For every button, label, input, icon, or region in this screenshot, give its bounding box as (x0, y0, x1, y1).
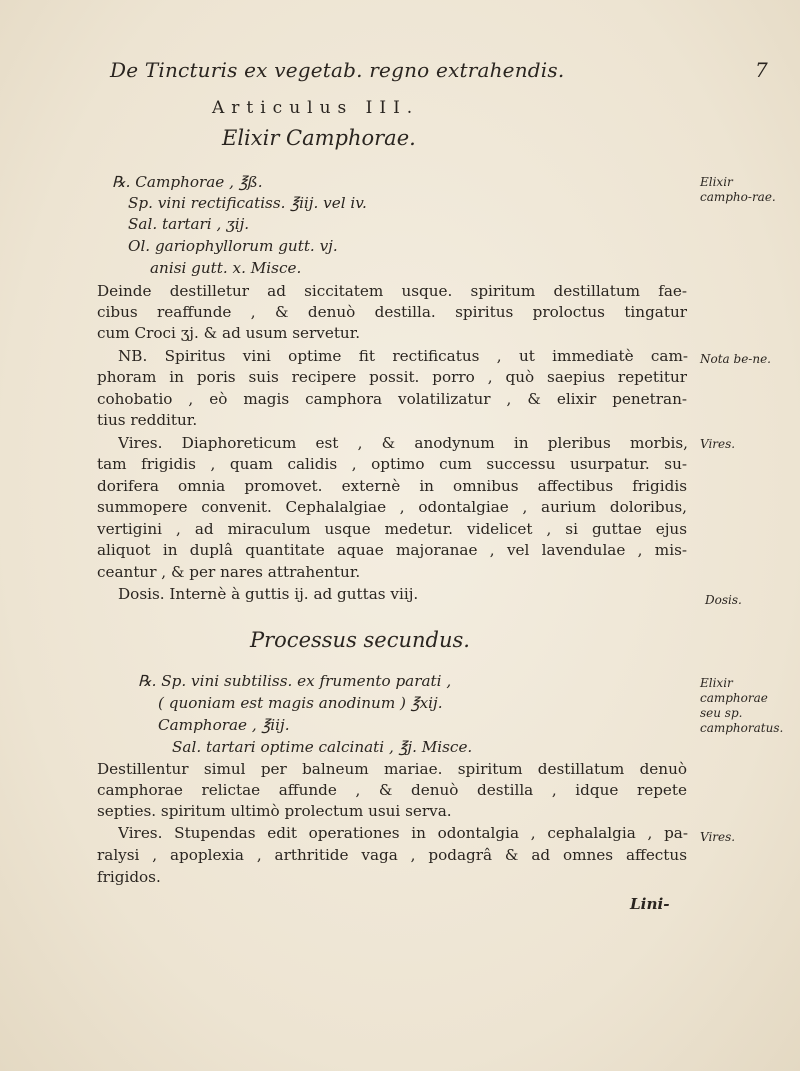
recipe-line: Ol. gariophyllorum gutt. vj. (128, 237, 338, 255)
text-line: cibus reaffunde , & denuò destilla. spiritus proloctus tingatur (97, 303, 687, 321)
article-title: Elixir Camphorae. (222, 126, 416, 150)
margin-note: Elixir camphorae seu sp. camphoratus. (700, 676, 784, 735)
text-line: tam frigidis , quam calidis , optimo cum successu usurpatur. su- (97, 455, 687, 473)
margin-note: Vires. (700, 437, 736, 451)
recipe-line: Sal. tartari optime calcinati , ℥j. Misce. (172, 738, 473, 756)
text-line: NB. Spiritus vini optime fit rectificatus , ut immediatè cam- (118, 347, 688, 365)
catchword: Lini- (630, 895, 670, 913)
recipe-line: ℞. Sp. vini subtiliss. ex frumento parati , (138, 672, 452, 690)
recipe-line: ℞. Camphorae , ℥ß. (112, 173, 263, 191)
text-line: ceantur , & per nares attrahentur. (97, 563, 361, 581)
article-label: Articulus III. (212, 98, 420, 118)
margin-note: Elixir campho-rae. (700, 175, 776, 204)
text-line: frigidos. (97, 868, 161, 886)
recipe-line: Sp. vini rectificatiss. ℥iij. vel iv. (128, 194, 367, 212)
recipe-line: anisi gutt. x. Misce. (150, 259, 302, 277)
text-line: aliquot in duplâ quantitate aquae majoranae , vel lavendulae , mis- (97, 541, 687, 559)
text-line: tius redditur. (97, 411, 198, 429)
recipe-line: ( quoniam est magis anodinum ) ℥xij. (158, 694, 443, 712)
text-line: cum Croci ʒj. & ad usum servetur. (97, 324, 361, 342)
text-line: vertigini , ad miraculum usque medetur. videlicet , si guttae ejus (97, 520, 687, 538)
text-line: Destillentur simul per balneum mariae. spiritum destillatum denuò (97, 760, 687, 778)
text-line: camphorae relictae affunde , & denuò destilla , idque repete (97, 781, 687, 799)
margin-note: Nota be-ne. (700, 352, 771, 366)
recipe-line: Sal. tartari , ʒij. (128, 215, 250, 233)
processus-title: Processus secundus. (250, 628, 470, 652)
text-line: summopere convenit. Cephalalgiae , odontalgiae , aurium doloribus, (97, 498, 687, 516)
margin-note: Vires. (700, 830, 736, 844)
margin-note: Dosis. (705, 593, 742, 607)
text-line: ralysi , apoplexia , arthritide vaga , podagrâ & ad omnes affectus (97, 846, 687, 864)
text-line: dorifera omnia promovet. externè in omnibus affectibus frigidis (97, 477, 687, 495)
text-line: cohobatio , eò magis camphora volatilizatur , & elixir penetran- (97, 390, 687, 408)
text-line: Vires. Diaphoreticum est , & anodynum in pleribus morbis, (118, 434, 688, 452)
page-number: 7 (755, 58, 768, 82)
recipe-line: Camphorae , ℥iij. (158, 716, 290, 734)
text-line: phoram in poris suis recipere possit. porro , quò saepius repetitur (97, 368, 687, 386)
text-line: Deinde destilletur ad siccitatem usque. spiritum destillatum fae- (97, 282, 687, 300)
text-line: Dosis. Internè à guttis ij. ad guttas viij. (118, 585, 419, 603)
text-line: septies. spiritum ultimò prolectum usui serva. (97, 802, 452, 820)
text-line: Vires. Stupendas edit operationes in odontalgia , cephalalgia , pa- (118, 824, 688, 842)
running-title: De Tincturis ex vegetab. regno extrahendis. (110, 58, 565, 82)
